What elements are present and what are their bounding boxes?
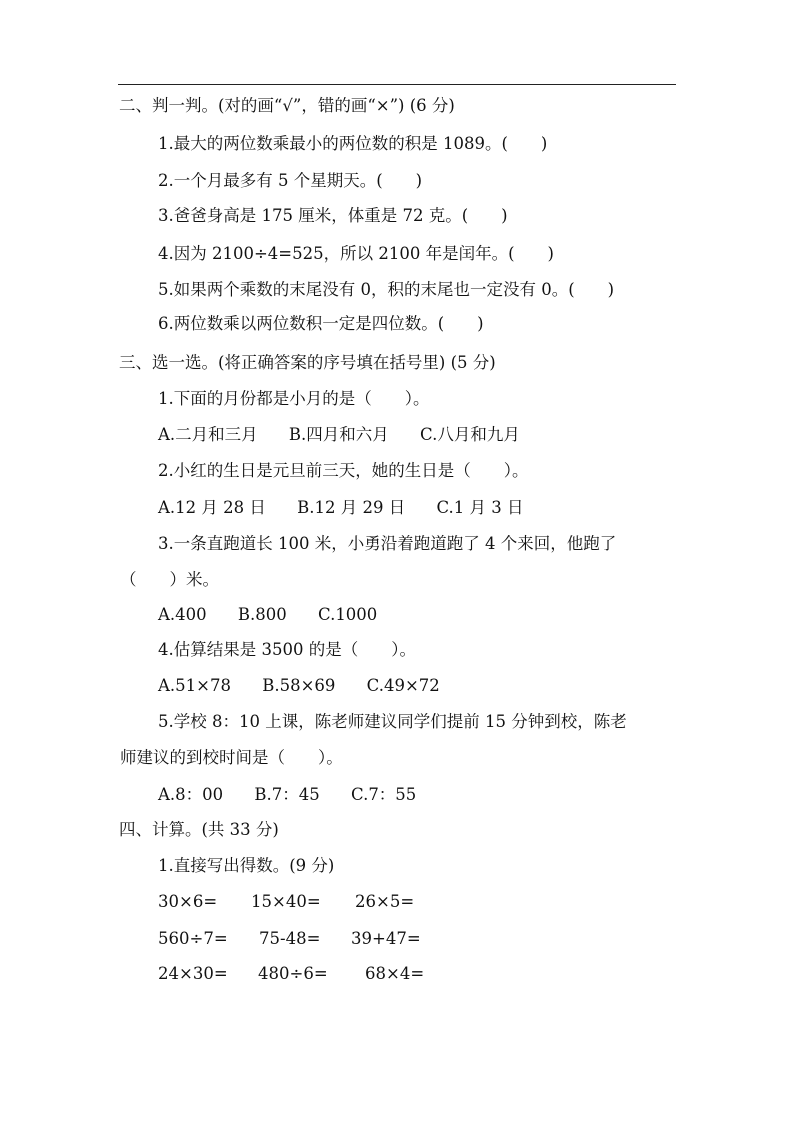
option-a: A.51×78: [158, 676, 231, 695]
calc-expr: 560÷7=: [158, 929, 228, 948]
choice-q4: 4.估算结果是 3500 的是（ ）。: [158, 640, 416, 659]
choice-q2-options: [158, 497, 524, 519]
calc-row-1: 30×6= 15×40= 26×5=: [158, 892, 415, 911]
option-b: B.四月和六月: [288, 425, 389, 444]
option-c: C.1000: [318, 605, 378, 624]
judge-item-4: 4.因为 2100÷4=525，所以 2100 年是闰年。( ): [158, 244, 554, 263]
header-rule: [118, 84, 676, 85]
calc-expr: 30×6=: [158, 892, 218, 911]
choice-q4-options: [158, 675, 440, 697]
option-b: B.800: [237, 605, 287, 624]
calc-expr: 15×40=: [251, 892, 321, 911]
option-b: B.12 月 29 日: [297, 498, 406, 517]
option-b: B.58×69: [262, 676, 336, 695]
choice-q5-options: [158, 784, 416, 806]
choice-q1: 1.下面的月份都是小月的是（ ）。: [158, 389, 430, 408]
judge-item-3: 3.爸爸身高是 175 厘米，体重是 72 克。( ): [158, 206, 508, 225]
calc-sub-1: 1.直接写出得数。(9 分): [158, 856, 335, 875]
option-a: A.400: [158, 605, 207, 624]
choice-q1-options: [158, 424, 520, 446]
choice-q5-continued: 师建议的到校时间是（ ）。: [120, 748, 343, 767]
choice-q2: 2.小红的生日是元旦前三天，她的生日是（ ）。: [158, 461, 529, 480]
judge-item-1: 1.最大的两位数乘最小的两位数的积是 1089。( ): [158, 134, 548, 153]
calc-expr: 24×30=: [158, 964, 228, 983]
judge-item-5: 5.如果两个乘数的末尾没有 0，积的末尾也一定没有 0。( ): [158, 280, 615, 299]
option-b: B.7：45: [254, 785, 320, 804]
choice-q3: 3.一条直跑道长 100 米，小勇沿着跑道跑了 4 个来回，他跑了: [158, 534, 617, 553]
option-c: C.7：55: [351, 785, 417, 804]
section-2-heading: 二、判一判。(对的画“√”，错的画“×”) (6 分): [119, 96, 455, 115]
option-c: C.八月和九月: [420, 425, 520, 444]
choice-q5: 5.学校 8：10 上课，陈老师建议同学们提前 15 分钟到校，陈老: [158, 712, 627, 731]
option-a: A.8：00: [158, 785, 224, 804]
calc-row-3: 24×30= 480÷6= 68×4=: [158, 964, 425, 983]
option-c: C.1 月 3 日: [436, 498, 524, 517]
section-4-heading: 四、计算。(共 33 分): [119, 820, 279, 839]
option-a: A.二月和三月: [158, 425, 258, 444]
option-c: C.49×72: [366, 676, 440, 695]
calc-expr: 75-48=: [259, 929, 321, 948]
choice-q3-options: [158, 604, 377, 626]
judge-item-6: 6.两位数乘以两位数积一定是四位数。( ): [158, 314, 484, 333]
calc-row-2: 560÷7= 75-48= 39+47=: [158, 929, 421, 948]
calc-expr: 480÷6=: [258, 964, 328, 983]
choice-q3-continued: （ ）米。: [120, 570, 219, 589]
judge-item-2: 2.一个月最多有 5 个星期天。( ): [158, 171, 423, 190]
section-3-heading: 三、选一选。(将正确答案的序号填在括号里) (5 分): [119, 353, 496, 372]
option-a: A.12 月 28 日: [158, 498, 266, 517]
